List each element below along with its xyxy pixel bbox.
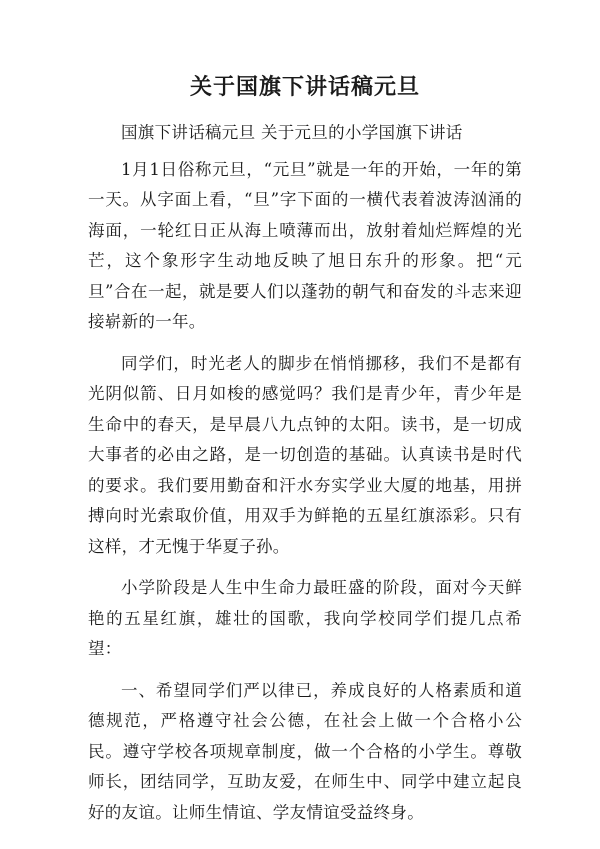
paragraph-hope-one: 一、希望同学们严以律已，养成良好的人格素质和道德规范，严格遵守社会公德，在社会上做一个合格小公民。遵守学校各项规章制度，做一个合格的小学生。尊敬师长，团结同学，互助友爱，在师生中、同学中建立起良好的友谊。让师生情谊、学友情谊受益终身。 (88, 680, 522, 822)
paragraph-new-year-meaning: 1月1日俗称元旦，“元旦”就是一年的开始，一年的第一天。从字面上看，“旦”字下面的一横代表着波涛汹涌的海面，一轮红日正从海上喷薄而出，放射着灿烂辉煌的光芒，这个象形字生动地反映了旭日东升的形象。把“元旦”合在一起，就是要人们以蓬勃的朝气和奋发的斗志来迎接崭新的一年。 (88, 159, 522, 331)
paragraph-hopes-intro: 小学阶段是人生中生命力最旺盛的阶段，面对今天鲜艳的五星红旗，雄壮的国歌，我向学校同学们提几点希望： (88, 578, 522, 658)
subtitle-paragraph: 国旗下讲话稿元旦 关于元旦的小学国旗下讲话 (121, 123, 463, 142)
document-body (88, 118, 522, 828)
paragraph-time-and-study: 同学们，时光老人的脚步在悄悄挪移，我们不是都有光阴似箭、日月如梭的感觉吗？我们是青少年，青少年是生命中的春天，是早晨八九点钟的太阳。读书，是一切成大事者的必由之路，是一切创造的基础。认真读书是时代的要求。我们要用勤奋和汗水夯实学业大厦的地基，用拼搏向时光索取价值，用双手为鲜艳的五星红旗添彩。只有这样，才无愧于华夏子孙。 (88, 353, 522, 556)
document-title: 关于国旗下讲话稿元旦 (189, 74, 420, 100)
